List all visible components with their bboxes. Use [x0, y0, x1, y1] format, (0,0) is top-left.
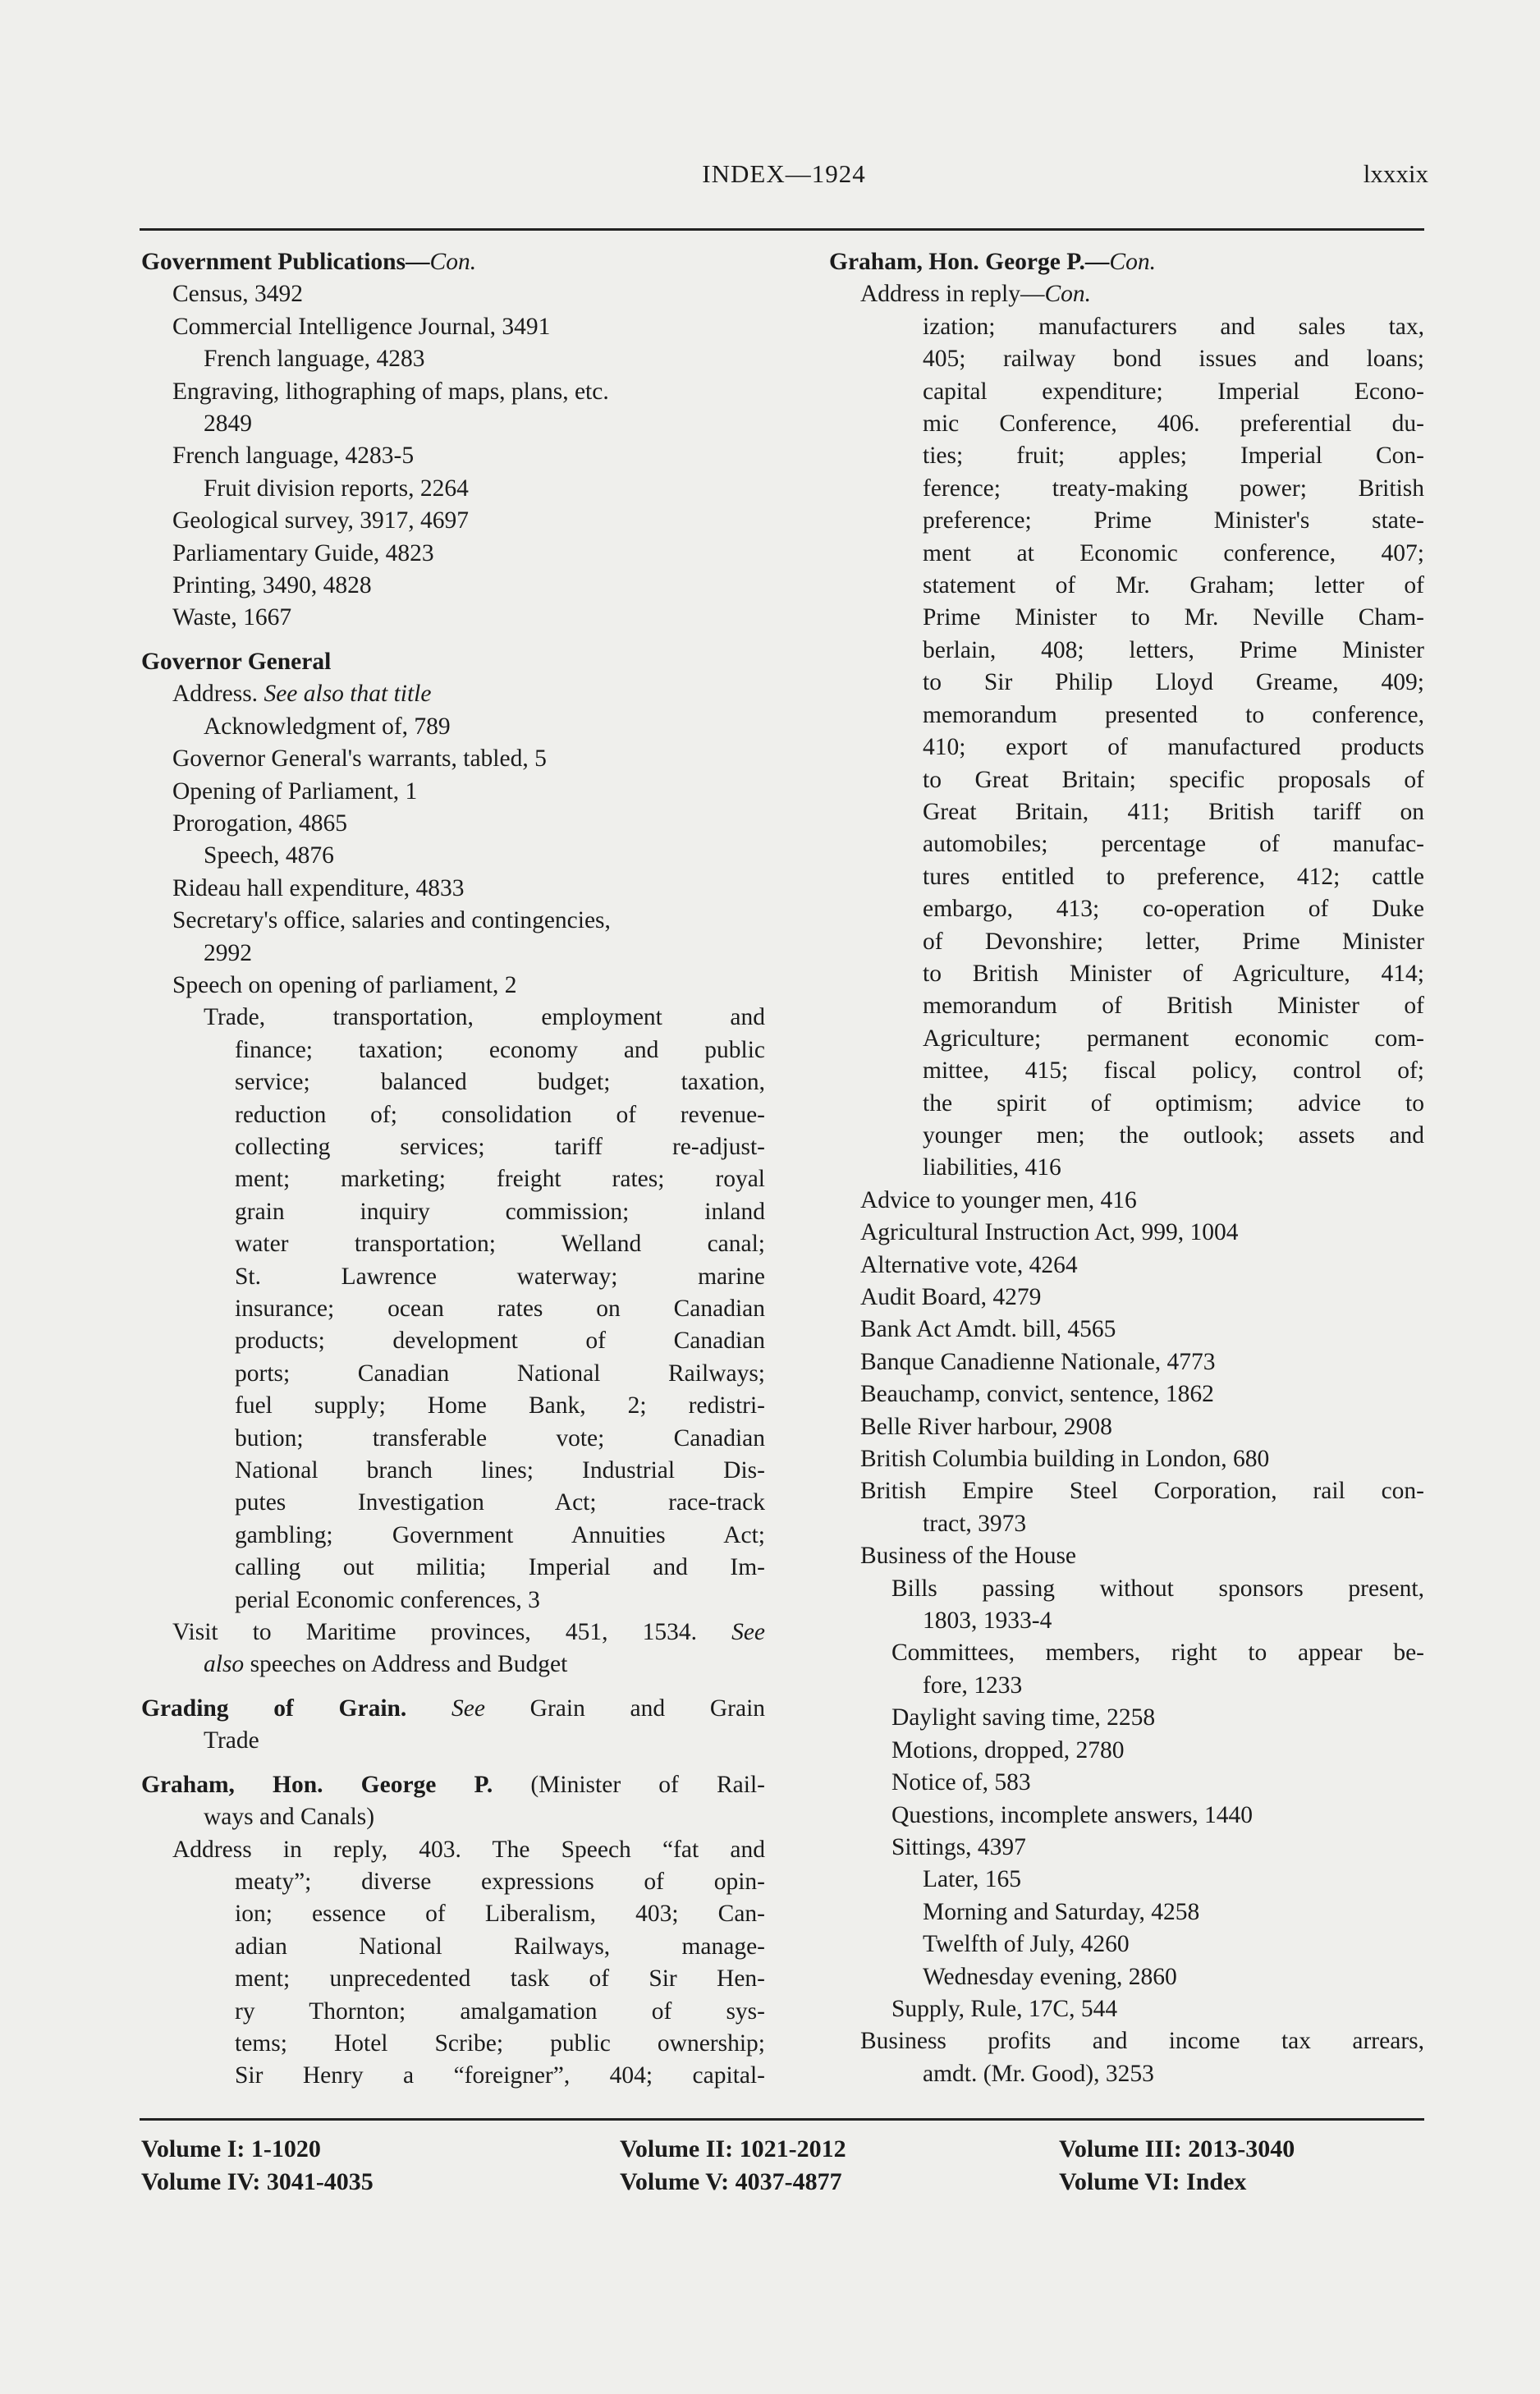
entry-text: also	[204, 1651, 245, 1678]
entry-text: insurance; ocean rates on Canadian	[235, 1296, 765, 1322]
index-entry-line	[829, 1250, 1424, 1282]
index-entry-line	[829, 1023, 1424, 1055]
entry-text: Twelfth of July, 4260	[923, 1931, 1130, 1958]
entry-text: Questions, incomplete answers, 1440	[891, 1801, 1253, 1828]
entry-text: Address in reply—	[860, 281, 1045, 308]
index-entry-line	[141, 1834, 765, 1866]
entry-text: statement of Mr. Graham; letter of	[923, 572, 1424, 599]
entry-gap	[141, 1681, 765, 1693]
page-number: lxxxix	[1363, 159, 1428, 188]
index-entry-line	[829, 311, 1424, 343]
entry-text: ion; essence of Liberalism, 403; Can-	[235, 1901, 765, 1928]
entry-text: Governor General's warrants, tabled, 5	[172, 745, 547, 773]
entry-text: Motions, dropped, 2780	[891, 1736, 1125, 1763]
index-entry-line	[829, 1152, 1424, 1184]
entry-text: memorandum presented to conference,	[923, 701, 1424, 728]
entry-text: water transportation; Welland canal;	[235, 1231, 765, 1258]
index-entry-line	[829, 473, 1424, 505]
page-header	[140, 151, 1428, 200]
entry-text: reduction of; consolidation of revenue-	[235, 1101, 765, 1128]
index-entry-line	[829, 1346, 1424, 1378]
entry-text: adian National Railways, manage-	[235, 1933, 765, 1960]
index-entry-line	[829, 861, 1424, 893]
index-entry-line	[829, 538, 1424, 570]
entry-text: St. Lawrence waterway; marine	[235, 1263, 765, 1290]
index-entry-line	[141, 1455, 765, 1487]
entry-text: Later, 165	[923, 1866, 1022, 1893]
index-entry-line	[141, 602, 765, 634]
entry-text: preference; Prime Minister's state-	[923, 507, 1424, 534]
entry-text: Trade	[204, 1727, 259, 1754]
index-entry-line	[829, 796, 1424, 828]
entry-text: Beauchamp, convict, sentence, 1862	[860, 1381, 1214, 1408]
index-entry-line	[141, 1520, 765, 1552]
entry-text: collecting services; tariff re-adjust-	[235, 1133, 765, 1160]
entry-gap	[141, 1758, 765, 1769]
entry-text: 2992	[204, 939, 252, 966]
index-entry-line	[141, 1390, 765, 1422]
entry-text: ment; unprecedented task of Sir Hen-	[235, 1965, 765, 1993]
entry-text: French language, 4283	[204, 346, 425, 373]
index-entry-line	[829, 699, 1424, 732]
entry-text: to British Minister of Agriculture, 414;	[923, 960, 1424, 987]
entry-text: 2849	[204, 410, 252, 438]
entry-text: Governor General	[141, 648, 332, 675]
entry-text: (Minister of Rail-	[493, 1771, 765, 1798]
index-entry-line	[141, 1325, 765, 1357]
entry-text: Daylight saving time, 2258	[891, 1704, 1156, 1731]
entry-text: Great Britain, 411; British tariff on	[923, 798, 1424, 825]
entry-text: Agriculture; permanent economic com-	[923, 1025, 1424, 1052]
entry-text: 410; export of manufactured products	[923, 734, 1424, 761]
entry-text: Address.	[172, 681, 264, 708]
index-entry-line	[829, 1832, 1424, 1864]
entry-text: ties; fruit; apples; Imperial Con-	[923, 443, 1424, 470]
index-entry-line	[829, 1540, 1424, 1572]
index-entry-line	[141, 1617, 765, 1649]
index-entry-line	[829, 1088, 1424, 1120]
entry-text: Trade, transportation, employment and	[204, 1004, 765, 1031]
index-entry-line	[829, 1055, 1424, 1087]
index-entry-line	[141, 1423, 765, 1455]
entry-text: Alternative vote, 4264	[860, 1251, 1078, 1278]
entry-text: British Empire Steel Corporation, rail con-	[860, 1478, 1424, 1505]
entry-text: See also that title	[264, 681, 432, 708]
index-entry-line	[829, 893, 1424, 925]
index-entry-line	[141, 873, 765, 905]
entry-text	[406, 1695, 451, 1722]
index-entry-line	[829, 764, 1424, 796]
entry-text: memorandum of British Minister of	[923, 993, 1424, 1020]
entry-text: Belle River harbour, 2908	[860, 1413, 1112, 1440]
entry-text: Graham, Hon. George P.—	[829, 249, 1110, 275]
index-entry-line	[141, 1898, 765, 1930]
entry-text: meaty”; diverse expressions of opin-	[235, 1868, 765, 1895]
index-entry-line	[829, 828, 1424, 860]
index-entry-line	[829, 958, 1424, 990]
entry-text: Engraving, lithographing of maps, plans, etc.	[172, 378, 609, 405]
entry-text: Commercial Intelligence Journal, 3491	[172, 313, 551, 340]
index-entry-line	[829, 376, 1424, 408]
index-entry-line	[829, 1993, 1424, 2025]
entry-text: Graham, Hon. George P.	[141, 1771, 493, 1798]
entry-text: calling out militia; Imperial and Im-	[235, 1554, 765, 1581]
entry-text: Bills passing without sponsors present,	[891, 1575, 1424, 1602]
entry-text: tract, 3973	[923, 1510, 1027, 1537]
index-entry-line	[141, 1801, 765, 1833]
index-entry-line	[829, 2058, 1424, 2090]
index-entry-line	[829, 570, 1424, 602]
index-entry-line	[829, 1217, 1424, 1249]
entry-text: Con.	[429, 249, 477, 275]
entry-text: Advice to younger men, 416	[860, 1186, 1137, 1213]
index-entry-line	[141, 1163, 765, 1195]
entry-text: Banque Canadienne Nationale, 4773	[860, 1348, 1216, 1375]
index-heading	[141, 246, 765, 278]
index-entry-line	[141, 2060, 765, 2092]
entry-text: bution; transferable vote; Canadian	[235, 1424, 765, 1452]
entry-text: Supply, Rule, 17C, 544	[891, 1995, 1118, 2022]
entry-text: Visit to Maritime provinces, 451, 1534.	[172, 1619, 732, 1646]
entry-text: mittee, 415; fiscal policy, control of;	[923, 1057, 1424, 1085]
index-entry-line	[141, 278, 765, 310]
index-entry-line	[141, 1866, 765, 1898]
entry-text: ports; Canadian National Railways;	[235, 1360, 765, 1387]
entry-text: automobiles; percentage of manufac-	[923, 831, 1424, 858]
entry-text: to Sir Philip Lloyd Greame, 409;	[923, 669, 1424, 696]
index-entry-line	[141, 1552, 765, 1584]
index-entry-line	[141, 1487, 765, 1519]
entry-text: Waste, 1667	[172, 604, 292, 631]
entry-text: ization; manufacturers and sales tax,	[923, 313, 1424, 340]
index-entry-line	[829, 926, 1424, 958]
entry-text: fuel supply; Home Bank, 2; redistri-	[235, 1392, 765, 1419]
index-entry-line	[141, 570, 765, 602]
entry-text: Secretary's office, salaries and contingencies,	[172, 907, 611, 934]
index-heading	[141, 1693, 765, 1725]
index-entry-line	[141, 440, 765, 472]
index-entry-line	[829, 1605, 1424, 1637]
left-column	[141, 246, 765, 2093]
entry-text: mic Conference, 406. preferential du-	[923, 410, 1424, 438]
entry-text: ment; marketing; freight rates; royal	[235, 1166, 765, 1193]
entry-text: Printing, 3490, 4828	[172, 572, 372, 599]
right-column	[829, 246, 1424, 2090]
index-entry-line	[141, 2028, 765, 2060]
entry-text: of Devonshire; letter, Prime Minister	[923, 928, 1424, 955]
entry-text: perial Economic conferences, 3	[235, 1586, 540, 1613]
index-entry-line	[829, 505, 1424, 537]
entry-gap	[141, 635, 765, 646]
index-entry-line	[141, 1002, 765, 1034]
entry-text: Sir Henry a “foreigner”, 404; capital-	[235, 2062, 765, 2089]
entry-text: See	[451, 1695, 485, 1722]
entry-text: Geological survey, 3917, 4697	[172, 507, 470, 534]
entry-text: speeches on Address and Budget	[244, 1651, 568, 1678]
entry-text: Speech on opening of parliament, 2	[172, 971, 517, 998]
footer-volume-3: Volume III: 2013-3040	[1059, 2135, 1295, 2162]
index-entry-line	[829, 635, 1424, 667]
index-entry-line	[829, 732, 1424, 764]
index-entry-line	[829, 1282, 1424, 1314]
entry-text: capital expenditure; Imperial Econo-	[923, 378, 1424, 405]
header-rule	[140, 228, 1424, 231]
entry-text: French language, 4283-5	[172, 443, 415, 470]
index-entry-line	[829, 1508, 1424, 1540]
entry-text: amdt. (Mr. Good), 3253	[923, 2060, 1154, 2087]
entry-text: Prime Minister to Mr. Neville Cham-	[923, 604, 1424, 631]
entry-text: putes Investigation Act; race-track	[235, 1489, 765, 1516]
entry-text: Rideau hall expenditure, 4833	[172, 874, 465, 901]
index-entry-line	[829, 278, 1424, 310]
index-entry-line	[829, 1637, 1424, 1669]
index-entry-line	[141, 311, 765, 343]
index-heading	[141, 646, 765, 678]
footer-volume-6: Volume VI: Index	[1059, 2168, 1247, 2195]
entry-text: ways and Canals)	[204, 1804, 375, 1831]
entry-text: Committees, members, right to appear be-	[891, 1640, 1424, 1667]
entry-text: British Columbia building in London, 680	[860, 1446, 1270, 1473]
footer-volume-4: Volume IV: 3041-4035	[141, 2168, 374, 2195]
index-entry-line	[829, 1411, 1424, 1443]
index-entry-line	[829, 408, 1424, 440]
index-entry-line	[141, 970, 765, 1002]
entry-text: the spirit of optimism; advice to	[923, 1089, 1424, 1117]
entry-text: 1803, 1933-4	[923, 1607, 1052, 1635]
index-entry-line	[141, 1099, 765, 1131]
entry-text: Con.	[1044, 281, 1092, 308]
entry-text: See	[731, 1619, 765, 1646]
entry-text: Fruit division reports, 2264	[204, 475, 469, 502]
index-entry-line	[829, 1735, 1424, 1767]
entry-text: service; balanced budget; taxation,	[235, 1069, 765, 1096]
index-entry-line	[829, 602, 1424, 634]
entry-text: Opening of Parliament, 1	[172, 777, 418, 805]
index-entry-line	[141, 905, 765, 937]
entry-text: Bank Act Amdt. bill, 4565	[860, 1316, 1116, 1343]
index-entry-line	[829, 667, 1424, 699]
index-entry-line	[829, 1961, 1424, 1993]
index-entry-line	[141, 1996, 765, 2028]
page-title: INDEX—1924	[702, 159, 866, 188]
entry-text: younger men; the outlook; assets and	[923, 1121, 1424, 1149]
entry-text: grain inquiry commission; inland	[235, 1198, 765, 1225]
index-entry-line	[141, 743, 765, 775]
index-entry-line	[141, 1358, 765, 1390]
index-entry-line	[141, 776, 765, 808]
index-entry-line	[141, 711, 765, 743]
entry-text: liabilities, 416	[923, 1154, 1061, 1181]
index-entry-line	[829, 1475, 1424, 1507]
entry-text: Con.	[1109, 249, 1156, 275]
entry-text: Audit Board, 4279	[860, 1284, 1042, 1310]
index-entry-line	[829, 1864, 1424, 1896]
entry-text: Morning and Saturday, 4258	[923, 1898, 1200, 1925]
index-entry-line	[141, 408, 765, 440]
index-heading	[829, 246, 1424, 278]
index-entry-line	[141, 840, 765, 872]
entry-text: ference; treaty-making power; British	[923, 475, 1424, 502]
entry-text: finance; taxation; economy and public	[235, 1036, 765, 1063]
entry-text: Business of the House	[860, 1543, 1077, 1570]
entry-text: Notice of, 583	[891, 1769, 1031, 1796]
entry-text: Government Publications—	[141, 249, 430, 275]
index-entry-line	[829, 1120, 1424, 1152]
index-entry-line	[829, 1702, 1424, 1734]
entry-text: Parliamentary Guide, 4823	[172, 539, 434, 566]
entry-text: Business profits and income tax arrears,	[860, 2028, 1424, 2055]
index-entry-line	[141, 376, 765, 408]
index-entry-line	[141, 343, 765, 375]
index-entry-line	[141, 678, 765, 710]
index-entry-line	[141, 1261, 765, 1293]
index-entry-line	[829, 990, 1424, 1022]
entry-text: to Great Britain; specific proposals of	[923, 766, 1424, 793]
index-entry-line	[829, 1185, 1424, 1217]
entry-text: ment at Economic conference, 407;	[923, 539, 1424, 566]
index-entry-line	[141, 1585, 765, 1617]
index-entry-line	[141, 1649, 765, 1681]
entry-text: products; development of Canadian	[235, 1328, 765, 1355]
entry-text: Sittings, 4397	[891, 1833, 1026, 1860]
index-entry-line	[141, 1066, 765, 1098]
index-entry-line	[829, 1670, 1424, 1702]
entry-text: Census, 3492	[172, 281, 303, 308]
entry-text: Grain and Grain	[484, 1695, 766, 1722]
index-entry-line	[829, 1443, 1424, 1475]
index-entry-line	[141, 505, 765, 537]
entry-text: gambling; Government Annuities Act;	[235, 1521, 765, 1548]
index-entry-line	[829, 1314, 1424, 1346]
index-entry-line	[829, 1928, 1424, 1961]
entry-text: fore, 1233	[923, 1672, 1023, 1699]
index-entry-line	[141, 473, 765, 505]
index-entry-line	[141, 1293, 765, 1325]
entry-text: Wednesday evening, 2860	[923, 1963, 1177, 1990]
entry-text: Grading of Grain.	[141, 1695, 407, 1722]
entry-text: National branch lines; Industrial Dis-	[235, 1457, 765, 1484]
index-entry-line	[141, 1228, 765, 1260]
entry-text: ry Thornton; amalgamation of sys-	[235, 1997, 765, 2025]
index-entry-line	[141, 1931, 765, 1963]
index-entry-line	[829, 1896, 1424, 1928]
index-entry-line	[141, 808, 765, 840]
index-entry-line	[829, 343, 1424, 375]
entry-text: tures entitled to preference, 412; cattle	[923, 863, 1424, 890]
index-entry-line	[141, 1131, 765, 1163]
footer-rule	[140, 2118, 1424, 2121]
index-entry-line	[829, 1573, 1424, 1605]
entry-text: 405; railway bond issues and loans;	[923, 346, 1424, 373]
index-entry-line	[829, 1378, 1424, 1410]
index-entry-line	[829, 1767, 1424, 1799]
index-entry-line	[141, 538, 765, 570]
index-entry-line	[829, 1800, 1424, 1832]
index-entry-line	[141, 1725, 765, 1757]
index-entry-line	[141, 1963, 765, 1995]
footer-volume-5: Volume V: 4037-4877	[620, 2168, 842, 2195]
index-entry-line	[829, 2025, 1424, 2057]
entry-text: Address in reply, 403. The Speech “fat and	[172, 1836, 765, 1863]
entry-text: berlain, 408; letters, Prime Minister	[923, 636, 1424, 663]
entry-text: embargo, 413; co-operation of Duke	[923, 896, 1424, 923]
index-entry-line	[141, 938, 765, 970]
footer-volume-1: Volume I: 1-1020	[141, 2135, 321, 2162]
entry-text: Acknowledgment of, 789	[204, 713, 451, 740]
entry-text: Prorogation, 4865	[172, 809, 348, 837]
entry-text: Agricultural Instruction Act, 999, 1004	[860, 1219, 1239, 1246]
index-heading	[141, 1769, 765, 1801]
index-entry-line	[141, 1034, 765, 1066]
entry-text: tems; Hotel Scribe; public ownership;	[235, 2029, 765, 2057]
index-entry-line	[829, 440, 1424, 472]
index-entry-line	[141, 1196, 765, 1228]
footer-volume-2: Volume II: 1021-2012	[620, 2135, 846, 2162]
entry-text: Speech, 4876	[204, 842, 334, 869]
